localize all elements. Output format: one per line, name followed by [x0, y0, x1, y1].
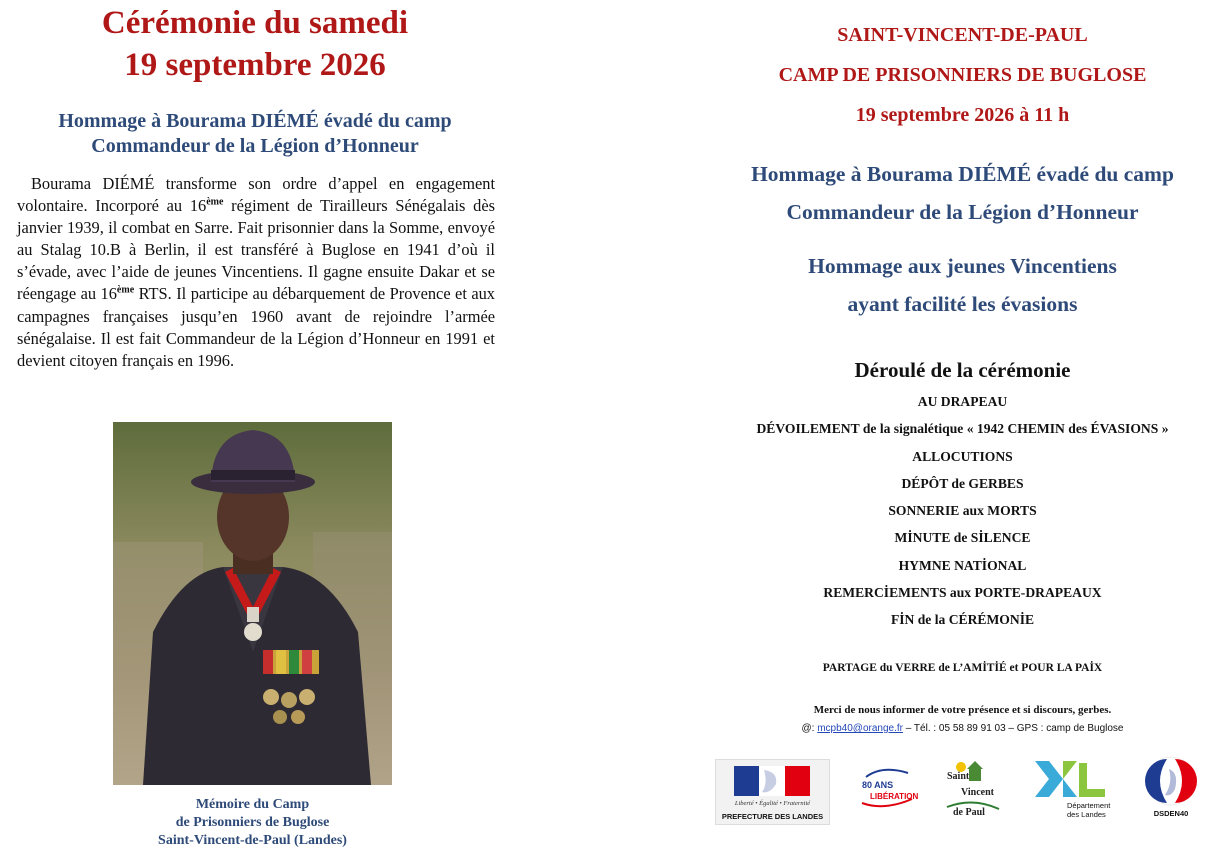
svp-text-2: Vincent — [961, 787, 994, 798]
program-item: AU DRAPEAU — [917, 394, 1008, 409]
right-column — [715, 0, 1210, 864]
contact-prefix: @: — [801, 723, 818, 734]
liberation-top-text: 80 ANS — [862, 780, 894, 790]
xl-landes-icon — [1033, 759, 1113, 801]
prefecture-name: PREFECTURE DES LANDES — [721, 812, 824, 821]
dsden40-logo — [1143, 755, 1199, 821]
event-header-line2: CAMP DE PRISONNIERS DE BUGLOSE — [778, 64, 1147, 86]
program-item: DÉVOILEMENT de la signalétique « 1942 CHEMIN des ÉVASIONS » — [756, 421, 1169, 437]
liberation-bottom-text: LIBÉRATION — [870, 792, 919, 801]
homage-youth — [715, 247, 1210, 323]
program-item: HYMNE NATİONAL — [898, 557, 1027, 573]
event-header — [715, 15, 1210, 135]
ceremony-title-line1: Cérémonie du samedi — [101, 5, 409, 41]
portrait-illustration — [113, 422, 392, 785]
homage-youth-line1: Hommage aux jeunes Vincentiens — [808, 254, 1117, 278]
landes-caption — [1067, 801, 1110, 819]
bio-part3: RTS. Il participe au débarquement de Provence et aux campagnes françaises jusqu’en 1960 avant de rejoindre l’armée sénégalaise. Il est fait Commandeur de la Légion d’Honneur en 1991 et devient citoyen français en 1996. — [17, 284, 496, 370]
partner-logos — [715, 755, 1210, 825]
dsden-marianne-icon — [1143, 755, 1199, 807]
homage-dieme-line2: Commandeur de la Légion d’Honneur — [786, 200, 1139, 224]
bio-sup2: ème — [116, 285, 135, 296]
saint-vincent-logo — [945, 757, 1001, 819]
program-item: SONNERIE aux MORTS — [888, 503, 1037, 519]
event-header-date: 19 septembre 2026 à 11 h — [855, 104, 1070, 126]
liberation-emblem-icon — [852, 763, 922, 813]
left-column — [0, 0, 510, 864]
homage-dieme-line1: Hommage à Bourama DIÉMÉ évadé du camp — [751, 162, 1174, 186]
email-link[interactable]: mcpb40@orange.fr — [817, 723, 903, 734]
contact-line — [715, 723, 1210, 734]
caption-line3: Saint-Vincent-de-Paul (Landes) — [158, 833, 347, 848]
biography-paragraph — [17, 173, 495, 372]
caption-line1: Mémoire du Camp — [195, 797, 310, 812]
program-item: DÉPÔT de GERBES — [901, 475, 1024, 491]
bio-part1: Bourama DIÉMÉ transforme son ordre d’appel en engagement volontaire. Incorporé au 16 — [17, 174, 495, 216]
event-header-line1: SAINT-VINCENT-DE-PAUL — [837, 24, 1088, 46]
program-item: ALLOCUTIONS — [912, 448, 1013, 464]
landes-department-logo — [1033, 759, 1113, 821]
landes-caption-line1: Département — [1067, 801, 1111, 810]
program-item: MİNUTE de SİLENCE — [894, 530, 1031, 546]
program-list — [715, 388, 1210, 634]
svp-text-1: Saint — [947, 771, 970, 782]
program-item: FİN de la CÉRÉMONİE — [890, 612, 1035, 628]
ceremony-title — [0, 2, 510, 86]
bio-part2: régiment de Tirailleurs Sénégalais dès janvier 1939, il combat en Sarre. Fait prisonnier dans la Somme, envoyé au Stalag 10.B à Berlin, il est transféré à Buglose en 1941 d’où il s’évade, avec l’aide de jeunes Vincentiens. Il gagne ensuite Dakar et se réengage au 16 — [17, 196, 495, 304]
photo-caption — [113, 796, 392, 850]
homage-subtitle-line2: Commandeur de la Légion d’Honneur — [91, 135, 419, 157]
homage-subtitle — [0, 109, 510, 159]
program-item: REMERCİEMENTS aux PORTE-DRAPEAUX — [823, 585, 1102, 601]
homage-dieme — [715, 155, 1210, 231]
portrait-photo — [113, 422, 392, 785]
caption-line2: de Prisonniers de Buglose — [175, 815, 330, 830]
homage-subtitle-line1: Hommage à Bourama DIÉMÉ évadé du camp — [58, 110, 452, 132]
prefecture-logo — [715, 759, 830, 825]
ceremony-title-line2: 19 septembre 2026 — [124, 47, 386, 83]
bio-sup1: ème — [206, 196, 224, 208]
rsvp-note: Merci de nous informer de votre présence et si discours, gerbes. — [813, 704, 1112, 716]
liberation-80-logo — [852, 763, 922, 813]
svp-text-3: de Paul — [953, 807, 985, 818]
homage-youth-line2: ayant facilité les évasions — [847, 292, 1078, 316]
program-title: Déroulé de la cérémonie — [854, 358, 1071, 382]
saint-vincent-emblem-icon — [945, 757, 1001, 819]
prefecture-motto: Liberté • Égalité • Fraternité — [734, 800, 811, 807]
reception-note: PARTAGE du VERRE de L’AMİTİÉ et POUR LA PAİX — [822, 662, 1103, 674]
marianne-flag-icon — [734, 766, 810, 796]
contact-details: – Tél. : 05 58 89 91 03 – GPS : camp de Buglose — [902, 723, 1124, 734]
dsden-caption: DSDEN40 — [1153, 809, 1189, 818]
landes-caption-line2: des Landes — [1067, 810, 1106, 819]
